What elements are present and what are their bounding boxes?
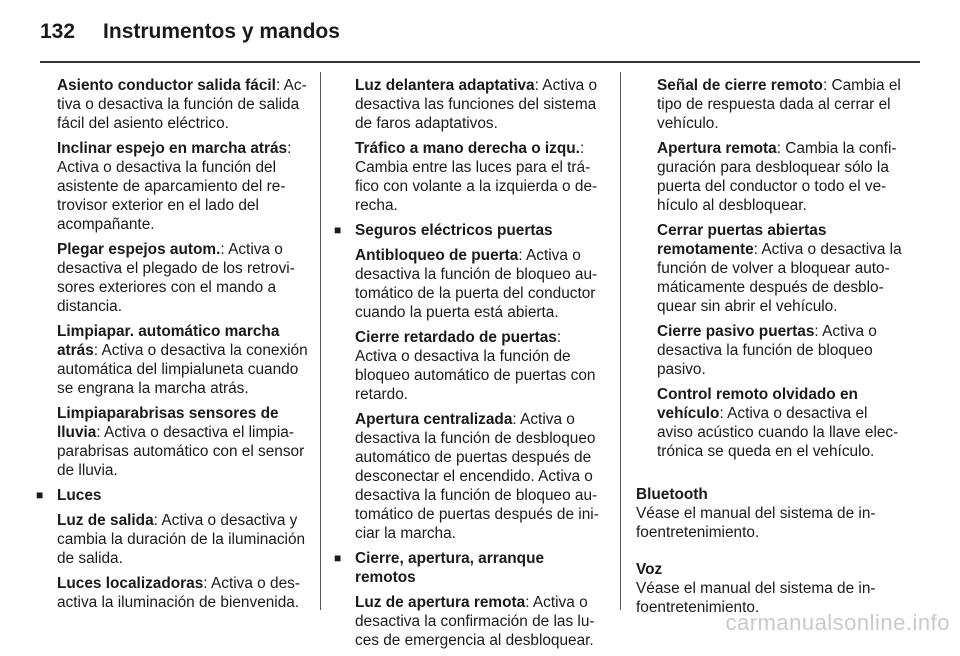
section-text-bluetooth: Véase el manual del sistema de infoentretenimiento.	[636, 505, 876, 541]
section-heading-bluetooth: Bluetooth	[636, 486, 708, 503]
definition-paragraph	[36, 511, 310, 568]
definition-term: Limpiapar. automático marcha atrás	[57, 323, 280, 359]
definition-paragraph	[334, 246, 606, 322]
definition-paragraph	[636, 322, 902, 379]
definition-text: : Activa o desactiva el limpiaparabrisas automático con el sensor de lluvia.	[57, 424, 305, 479]
definition-term: Apertura remota	[657, 140, 777, 157]
definition-text: : Activa o desactiva la función del asistente de aparcamiento del retrovisor exterior en el lado del acompañante.	[57, 140, 292, 233]
square-bullet-icon: ■	[334, 223, 342, 237]
definition-paragraph	[636, 385, 902, 461]
definition-paragraph	[36, 240, 310, 316]
definition-text: : Activa o desactiva la función de desbloqueo automático de puertas después de desconectar el encendido. Activa o desactiva la función de bloqueo automático de puertas después de iniciar la marcha.	[355, 411, 599, 542]
definition-paragraph	[636, 76, 902, 133]
definition-paragraph	[36, 322, 310, 398]
bullet-label: Seguros eléctricos puertas	[355, 222, 553, 239]
square-bullet-icon: ■	[36, 488, 44, 502]
page-title: Instrumentos y mandos	[103, 20, 340, 43]
definition-term: Cierre pasivo puertas	[657, 323, 815, 340]
definition-text: : Activa o desactiva el aviso acústico cuando la llave electrónica se queda en el vehículo.	[657, 405, 899, 460]
definition-text: : Activa o desactiva la función de bloqueo pasivo.	[657, 323, 877, 378]
definition-paragraph	[636, 221, 902, 316]
definition-paragraph	[334, 593, 606, 650]
definition-text: : Activa o desactiva la función de bloqueo automático de puertas con retardo.	[355, 329, 596, 403]
definition-text: : Cambia la configuración para desbloquear sólo la puerta del conductor o todo el vehículo al desbloquear.	[657, 140, 897, 214]
watermark: carmanualsonline.info	[725, 610, 950, 635]
column-1	[36, 76, 310, 618]
definition-text: : Activa o desactiva la función de bloqueo automático de la puerta del conductor cuando la puerta está abierta.	[355, 247, 598, 321]
definition-term: Plegar espejos autom.	[57, 241, 221, 258]
definition-text: : Activa o desactiva las funciones del sistema de faros adaptativos.	[355, 77, 598, 132]
definition-text: : Activa o desactiva la función de volver a bloquear automáticamente después de desbloquear sin abrir el vehículo.	[657, 241, 902, 315]
definition-paragraph	[334, 139, 606, 215]
definition-paragraph	[334, 328, 606, 404]
column-divider	[620, 72, 621, 610]
column-divider	[320, 72, 321, 610]
definition-term: Cierre retardado de puertas	[355, 329, 557, 346]
definition-text: : Activa o desactiva y cambia la duración de la iluminación de salida.	[57, 512, 306, 567]
column-3	[636, 76, 902, 635]
definition-term: Tráfico a mano derecha o izqu.	[355, 140, 580, 157]
definition-term: Luz delantera adaptativa	[355, 77, 535, 94]
definition-paragraph	[36, 574, 310, 612]
bullet-label: Luces	[57, 487, 102, 504]
definition-paragraph	[36, 404, 310, 480]
definition-text: : Activa o desactiva la función de salida fácil del asiento eléctrico.	[57, 77, 307, 132]
definition-term: Luz de apertura remota	[355, 594, 526, 611]
definition-term: Luz de salida	[57, 512, 154, 529]
definition-paragraph	[334, 76, 606, 133]
definition-term: Luces localizadoras	[57, 575, 204, 592]
definition-term: Inclinar espejo en marcha atrás	[57, 140, 288, 157]
section-heading-voz: Voz	[636, 561, 663, 578]
square-bullet-icon: ■	[334, 551, 342, 565]
definition-text: : Cambia entre las luces para el tráfico con volante a la izquierda o derecha.	[355, 140, 598, 214]
page-number: 132	[40, 20, 76, 43]
definition-text: : Activa o desactiva la iluminación de bienvenida.	[57, 575, 300, 611]
definition-term: Apertura centralizada	[355, 411, 513, 428]
bullet-label: Cierre, apertura, arranque remotos	[355, 550, 545, 586]
definition-term: Asiento conductor salida fácil	[57, 77, 276, 94]
header-rule	[40, 61, 920, 63]
definition-term: Cerrar puertas abiertas remotamente	[657, 222, 827, 258]
definition-text: : Activa o desactiva la conexión automática del limpialuneta cuando se engrana la marcha atrás.	[57, 342, 308, 397]
definition-term: Limpiaparabrisas sensores de lluvia	[57, 405, 279, 441]
definition-term: Control remoto olvidado en vehículo	[657, 386, 858, 422]
definition-term: Antibloqueo de puerta	[355, 247, 519, 264]
section-text-voz: Véase el manual del sistema de infoentretenimiento.	[636, 580, 876, 616]
page-header	[40, 14, 340, 50]
definition-text: : Activa o desactiva el plegado de los retrovisores exteriores con el mando a distancia.	[57, 241, 295, 315]
definition-text: : Cambia el tipo de respuesta dada al cerrar el vehículo.	[657, 77, 901, 132]
definition-paragraph	[36, 76, 310, 133]
bullet-heading	[334, 549, 606, 587]
bullet-heading	[36, 486, 310, 505]
column-2	[334, 76, 606, 656]
definition-paragraph	[334, 410, 606, 543]
definition-paragraph	[36, 139, 310, 234]
bullet-heading	[334, 221, 606, 240]
definition-paragraph	[636, 139, 902, 215]
definition-text: : Activa o desactiva la confirmación de las luces de emergencia al desbloquear.	[355, 594, 595, 649]
definition-term: Señal de cierre remoto	[657, 77, 823, 94]
